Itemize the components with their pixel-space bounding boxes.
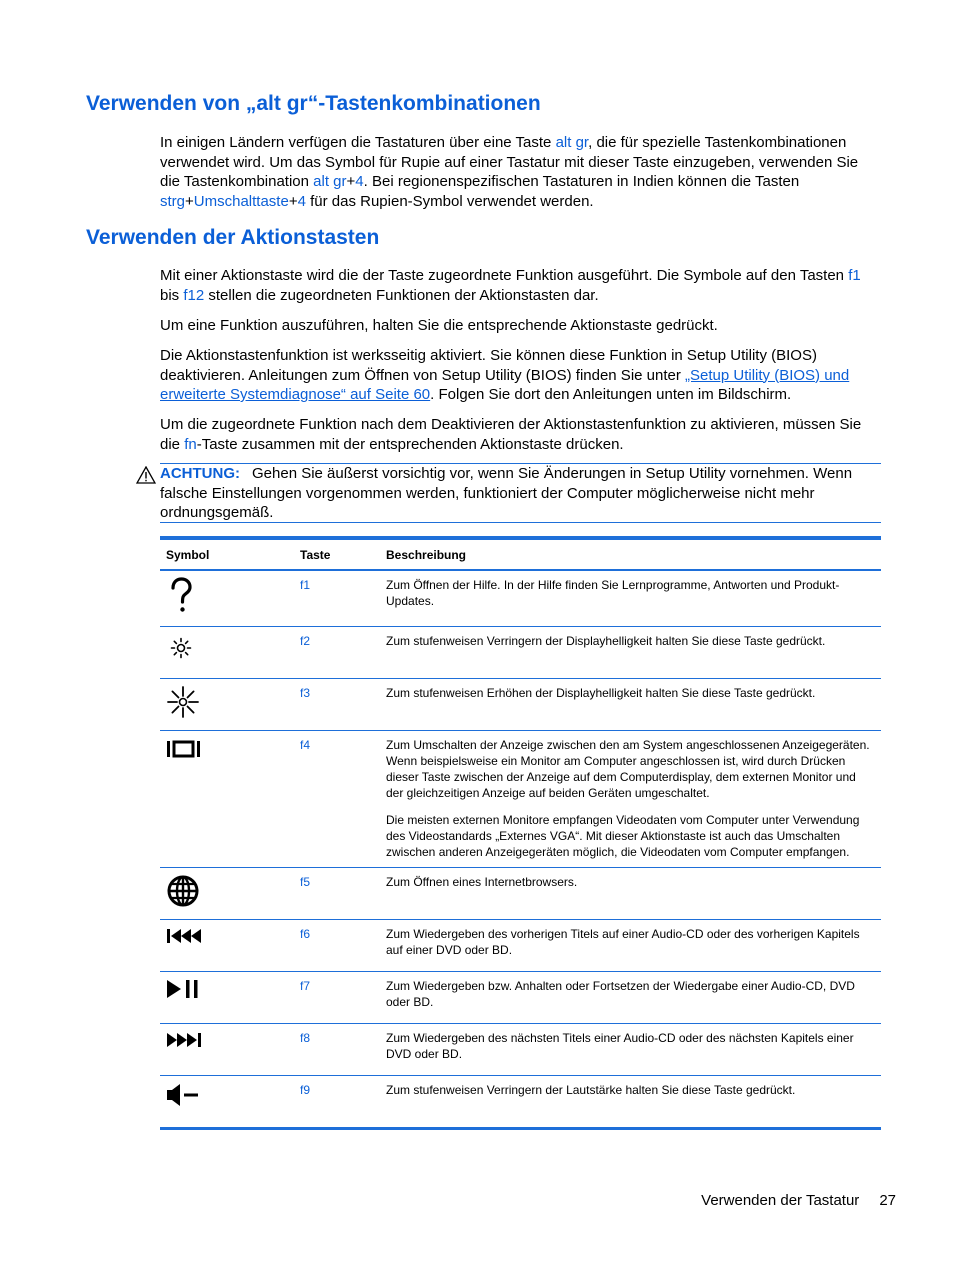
column-header-symbol: Symbol	[160, 538, 294, 570]
warning-triangle-icon	[136, 466, 156, 484]
table-row	[160, 1024, 881, 1076]
table-row	[160, 679, 881, 731]
help-question-icon	[166, 577, 196, 615]
key-strg: strg	[160, 192, 186, 210]
key-f3: f3	[294, 679, 380, 731]
key-f4: f4	[294, 731, 380, 868]
key-f7: f7	[294, 972, 380, 1024]
caution-text: Gehen Sie äußerst vorsichtig vor, wenn Sie Änderungen in Setup Utility vornehmen. Wenn falsche Einstellungen vorgenommen werden, funktioniert der Computer möglicherweise nicht mehr ordnungsgemäß.	[160, 465, 853, 521]
key-description: Die meisten externen Monitore empfangen Videodaten vom Computer unter Verwendung des Videostandards „Externes VGA“. Mit dieser Aktionstaste ist auch das Umschalten zwischen anderen Anzeigegeräten möglich, die Videodaten vom Computer empfangen.	[386, 813, 860, 859]
next-track-icon	[166, 1030, 202, 1050]
section-heading-action-keys: Verwenden der Aktionstasten	[86, 226, 380, 249]
caution-bottom-rule	[160, 522, 881, 523]
key-description: Zum stufenweisen Verringern der Lautstärke halten Sie diese Taste gedrückt.	[386, 1083, 796, 1097]
key-description: Zum Wiedergeben des vorherigen Titels auf einer Audio-CD oder des vorherigen Kapitels auf einer DVD oder BD.	[386, 927, 860, 957]
key-f12: f12	[183, 286, 205, 304]
key-fn: fn	[184, 435, 197, 453]
action-keys-table	[160, 536, 881, 1130]
key-f9: f9	[294, 1076, 380, 1129]
table-row	[160, 627, 881, 679]
table-row	[160, 570, 881, 627]
brightness-down-icon	[166, 633, 196, 663]
action-keys-fn-paragraph: Um die zugeordnete Funktion nach dem Deaktivieren der Aktionstastenfunktion zu aktivieren, müssen Sie die fn-Taste zusammen mit der entsprechenden Aktionstaste drücken.	[160, 416, 862, 453]
table-row	[160, 731, 881, 868]
column-header-key: Taste	[294, 538, 380, 570]
key-umschalttaste: Umschalttaste	[193, 192, 289, 210]
volume-down-icon	[166, 1082, 200, 1108]
action-keys-usage: Um eine Funktion auszuführen, halten Sie die entsprechende Aktionstaste gedrückt.	[160, 317, 718, 334]
action-keys-intro: Mit einer Aktionstaste wird die der Taste zugeordnete Funktion ausgeführt. Die Symbole auf den Tasten f1 bis f12 stellen die zugeordneten Funktionen der Aktionstasten dar.	[160, 267, 861, 304]
key-f2: f2	[294, 627, 380, 679]
key-description: Zum stufenweisen Erhöhen der Displayhelligkeit halten Sie diese Taste gedrückt.	[386, 686, 816, 700]
key-f6: f6	[294, 920, 380, 972]
table-row	[160, 1076, 881, 1129]
key-description: Zum Wiedergeben bzw. Anhalten oder Fortsetzen der Wiedergabe einer Audio-CD, DVD oder BD.	[386, 979, 855, 1009]
footer-chapter-title: Verwenden der Tastatur	[701, 1192, 860, 1209]
setup-utility-link[interactable]: „Setup Utility (BIOS) und erweiterte Systemdiagnose“ auf Seite 60	[160, 366, 850, 403]
display-switch-icon	[166, 737, 202, 761]
key-alt-gr: alt gr	[555, 134, 589, 151]
action-keys-bios-paragraph: Die Aktionstastenfunktion ist werksseitig aktiviert. Sie können diese Funktion in Setup Utility (BIOS) deaktivieren. Anleitungen zum Öffnen von Setup Utility (BIOS) finden Sie unter „Setup Utility (BIOS) und erweiterte Systemdiagnose“ auf Seite 60. Folgen Sie dort den Anleitungen unten im Bildschirm.	[160, 347, 850, 403]
key-description: Zum Öffnen eines Internetbrowsers.	[386, 875, 578, 889]
section-heading-alt-gr: Verwenden von „alt gr“-Tastenkombinationen	[86, 92, 541, 115]
alt-gr-paragraph: In einigen Ländern verfügen die Tastaturen über eine Taste alt gr, die für spezielle Tastenkombinationen verwendet wird. Um das Symbol für Rupie auf einer Tastatur mit dieser Taste einzugeben, verwenden Sie die Tastenkombination alt gr+4. Bei regionenspezifischen Tastaturen in Indien können die Tasten strg+Umschalttaste+4 für das Rupien-Symbol verwendet werden.	[160, 134, 859, 210]
key-4: 4	[297, 192, 306, 210]
key-description: Zum Wiedergeben des nächsten Titels einer Audio-CD oder des nächsten Kapitels einer DVD oder BD.	[386, 1031, 854, 1061]
key-description: Zum stufenweisen Verringern der Displayhelligkeit halten Sie diese Taste gedrückt.	[386, 634, 826, 648]
key-alt-gr: alt gr	[313, 173, 347, 190]
table-row	[160, 868, 881, 920]
page-footer	[701, 1192, 896, 1209]
key-f1: f1	[848, 267, 861, 284]
table-row	[160, 920, 881, 972]
caution-label: ACHTUNG:	[160, 465, 240, 482]
brightness-up-icon	[166, 685, 200, 719]
page-number: 27	[879, 1192, 896, 1209]
key-f1: f1	[294, 570, 380, 627]
column-header-description: Beschreibung	[380, 538, 881, 570]
key-4: 4	[355, 173, 364, 190]
table-row	[160, 972, 881, 1024]
play-pause-icon	[166, 978, 200, 1000]
previous-track-icon	[166, 926, 202, 946]
key-description: Zum Umschalten der Anzeige zwischen den am System angeschlossenen Anzeigegeräten. Wenn beispielsweise ein Monitor am Computer angeschlossen ist, wird durch Drücken dieser Taste zwischen der Anzeige auf dem Computerdisplay, dem externen Monitor und der gleichzeitigen Anzeige auf beiden Geräten umgeschaltet.	[386, 738, 870, 800]
key-f5: f5	[294, 868, 380, 920]
key-f8: f8	[294, 1024, 380, 1076]
key-description: Zum Öffnen der Hilfe. In der Hilfe finden Sie Lernprogramme, Antworten und Produkt-Updates.	[386, 578, 840, 608]
web-browser-globe-icon	[166, 874, 200, 908]
caution-note	[160, 464, 881, 523]
